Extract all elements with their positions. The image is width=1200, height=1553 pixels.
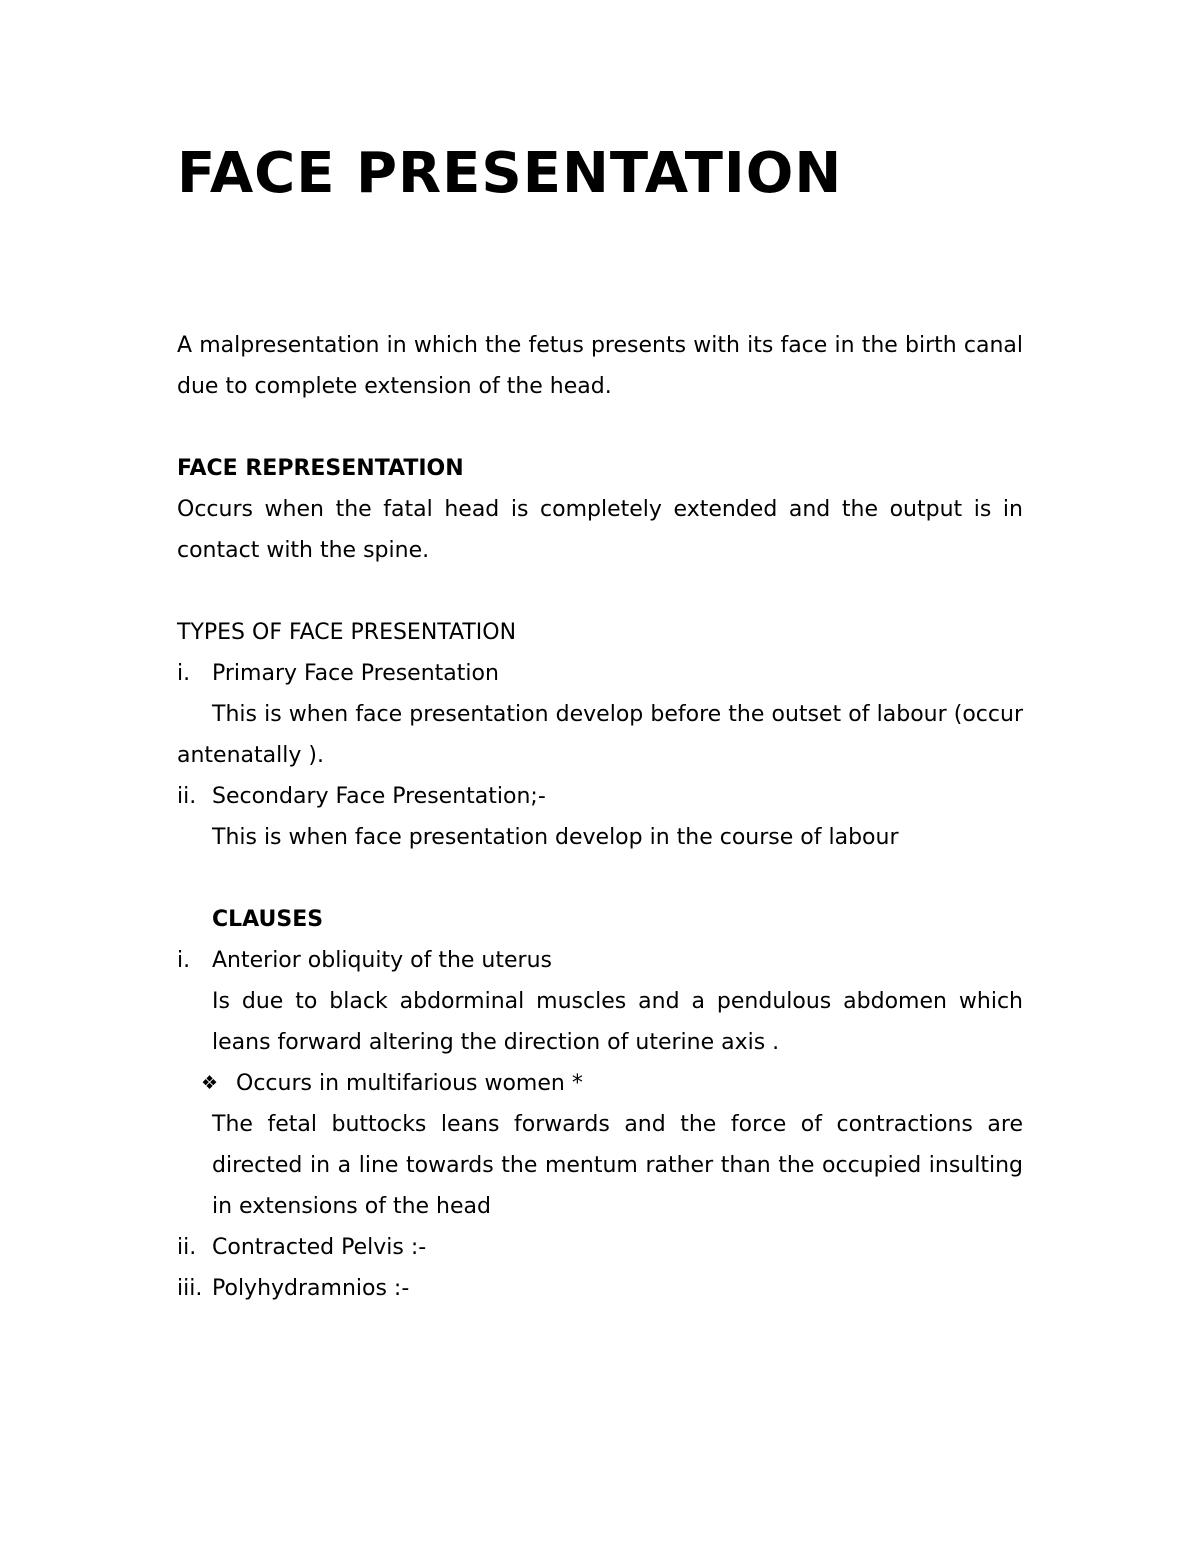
clauses-list-item (177, 1268, 1023, 1309)
document-title: FACE PRESENTATION (177, 141, 843, 206)
list-marker: i. (177, 661, 191, 686)
clause-bullet-text: Occurs in multifarious women * (236, 1071, 583, 1096)
list-marker: iii. (177, 1276, 203, 1301)
types-item-description: This is when face presentation develop before the outset of labour (occur antenatally ). (177, 702, 1023, 768)
clauses-list-item (177, 1227, 1023, 1268)
list-item-label: Contracted Pelvis :- (212, 1235, 427, 1260)
list-marker: ii. (177, 784, 197, 809)
clauses-list-item (177, 940, 1023, 981)
spacer (177, 407, 1023, 448)
document-body (177, 325, 1023, 1309)
clause-bullet (177, 1063, 1023, 1104)
spacer (177, 571, 1023, 612)
types-list-item (177, 653, 1023, 694)
list-item-label: Primary Face Presentation (212, 661, 499, 686)
types-item-description: This is when face presentation develop in the course of labour (212, 825, 899, 850)
list-item-label: Anterior obliquity of the uterus (212, 948, 552, 973)
clauses-heading: CLAUSES (212, 907, 324, 932)
spacer (177, 858, 1023, 899)
representation-paragraph: Occurs when the fatal head is completely extended and the output is in contact with the spine. (177, 497, 1023, 563)
representation-heading: FACE REPRESENTATION (177, 456, 464, 481)
list-marker: ii. (177, 1235, 197, 1260)
diamond-bullet-icon: ❖ (201, 1072, 219, 1094)
clause-description: Is due to black abdorminal muscles and a pendulous abdomen which leans forward altering the direction of uterine axis . (212, 989, 1023, 1055)
clause-detail: The fetal buttocks leans forwards and the force of contractions are directed in a line towards the mentum rather than the occupied insulting in extensions of the head (212, 1112, 1023, 1219)
list-marker: i. (177, 948, 191, 973)
types-list-item (177, 776, 1023, 817)
list-item-label: Secondary Face Presentation;- (212, 784, 546, 809)
types-heading: TYPES OF FACE PRESENTATION (177, 620, 517, 645)
intro-paragraph: A malpresentation in which the fetus presents with its face in the birth canal due to complete extension of the head. (177, 333, 1023, 399)
list-item-label: Polyhydramnios :- (212, 1276, 410, 1301)
